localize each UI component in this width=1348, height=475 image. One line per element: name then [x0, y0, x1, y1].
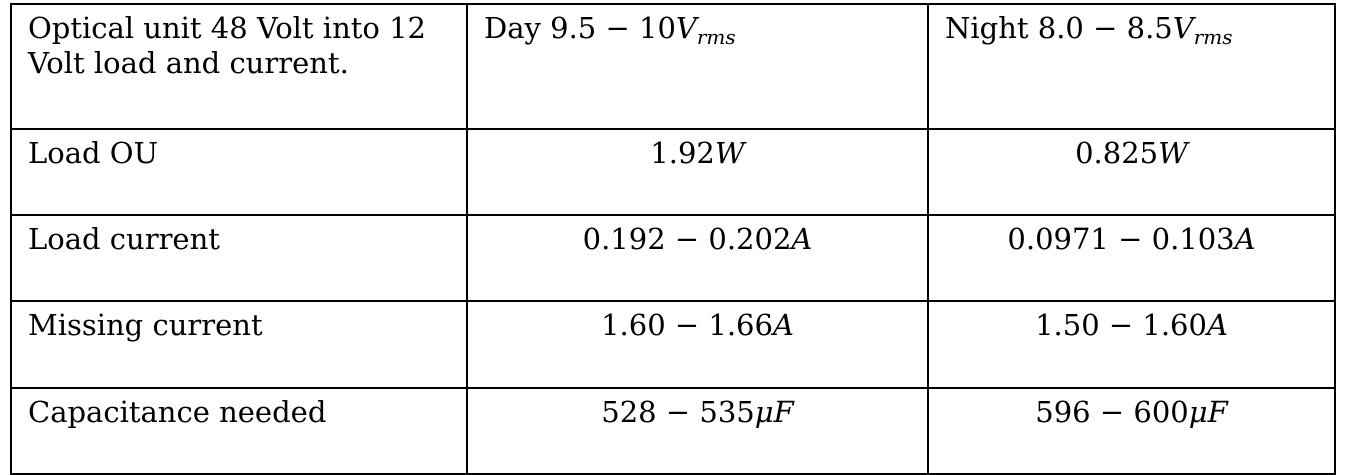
day-value: 1.60 − 1.66	[601, 308, 773, 342]
night-value-cell	[928, 215, 1335, 301]
header-day-cell	[467, 4, 928, 129]
table-row	[11, 388, 1335, 474]
table-header-row	[11, 4, 1335, 129]
day-unit: W	[714, 136, 745, 170]
header-night-symbol: V	[1172, 11, 1194, 45]
table-row	[11, 129, 1335, 215]
night-unit: μF	[1188, 395, 1228, 429]
day-value-cell	[467, 215, 928, 301]
row-label: Load OU	[11, 129, 467, 215]
specification-table	[10, 3, 1336, 475]
day-value-cell	[467, 129, 928, 215]
table-row	[11, 301, 1335, 388]
day-value: 1.92	[650, 136, 715, 170]
row-label: Missing current	[11, 301, 467, 388]
row-label: Capacitance needed	[11, 388, 467, 474]
night-value-cell	[928, 388, 1335, 474]
night-value: 0.825	[1075, 136, 1159, 170]
table-row	[11, 215, 1335, 301]
header-night-subscript: rms	[1193, 25, 1233, 49]
header-night-cell	[928, 4, 1335, 129]
night-value: 596 − 600	[1035, 395, 1189, 429]
night-unit: A	[1206, 308, 1228, 342]
day-value-cell	[467, 388, 928, 474]
header-day-text: Day 9.5 − 10	[484, 11, 676, 45]
header-night-text: Night 8.0 − 8.5	[945, 11, 1173, 45]
day-value: 0.192 − 0.202	[582, 222, 792, 256]
night-value-cell	[928, 129, 1335, 215]
night-value-cell	[928, 301, 1335, 388]
night-value: 0.0971 − 0.103	[1007, 222, 1235, 256]
day-unit: μF	[754, 395, 794, 429]
day-value-cell	[467, 301, 928, 388]
header-day-subscript: rms	[696, 25, 736, 49]
header-description-cell: Optical unit 48 Volt into 12 Volt load and current.	[11, 4, 467, 129]
row-label: Load current	[11, 215, 467, 301]
night-value: 1.50 − 1.60	[1035, 308, 1207, 342]
day-unit: A	[791, 222, 813, 256]
night-unit: W	[1158, 136, 1188, 170]
day-unit: A	[772, 308, 794, 342]
night-unit: A	[1234, 222, 1256, 256]
day-value: 528 − 535	[601, 395, 755, 429]
header-day-symbol: V	[675, 11, 697, 45]
